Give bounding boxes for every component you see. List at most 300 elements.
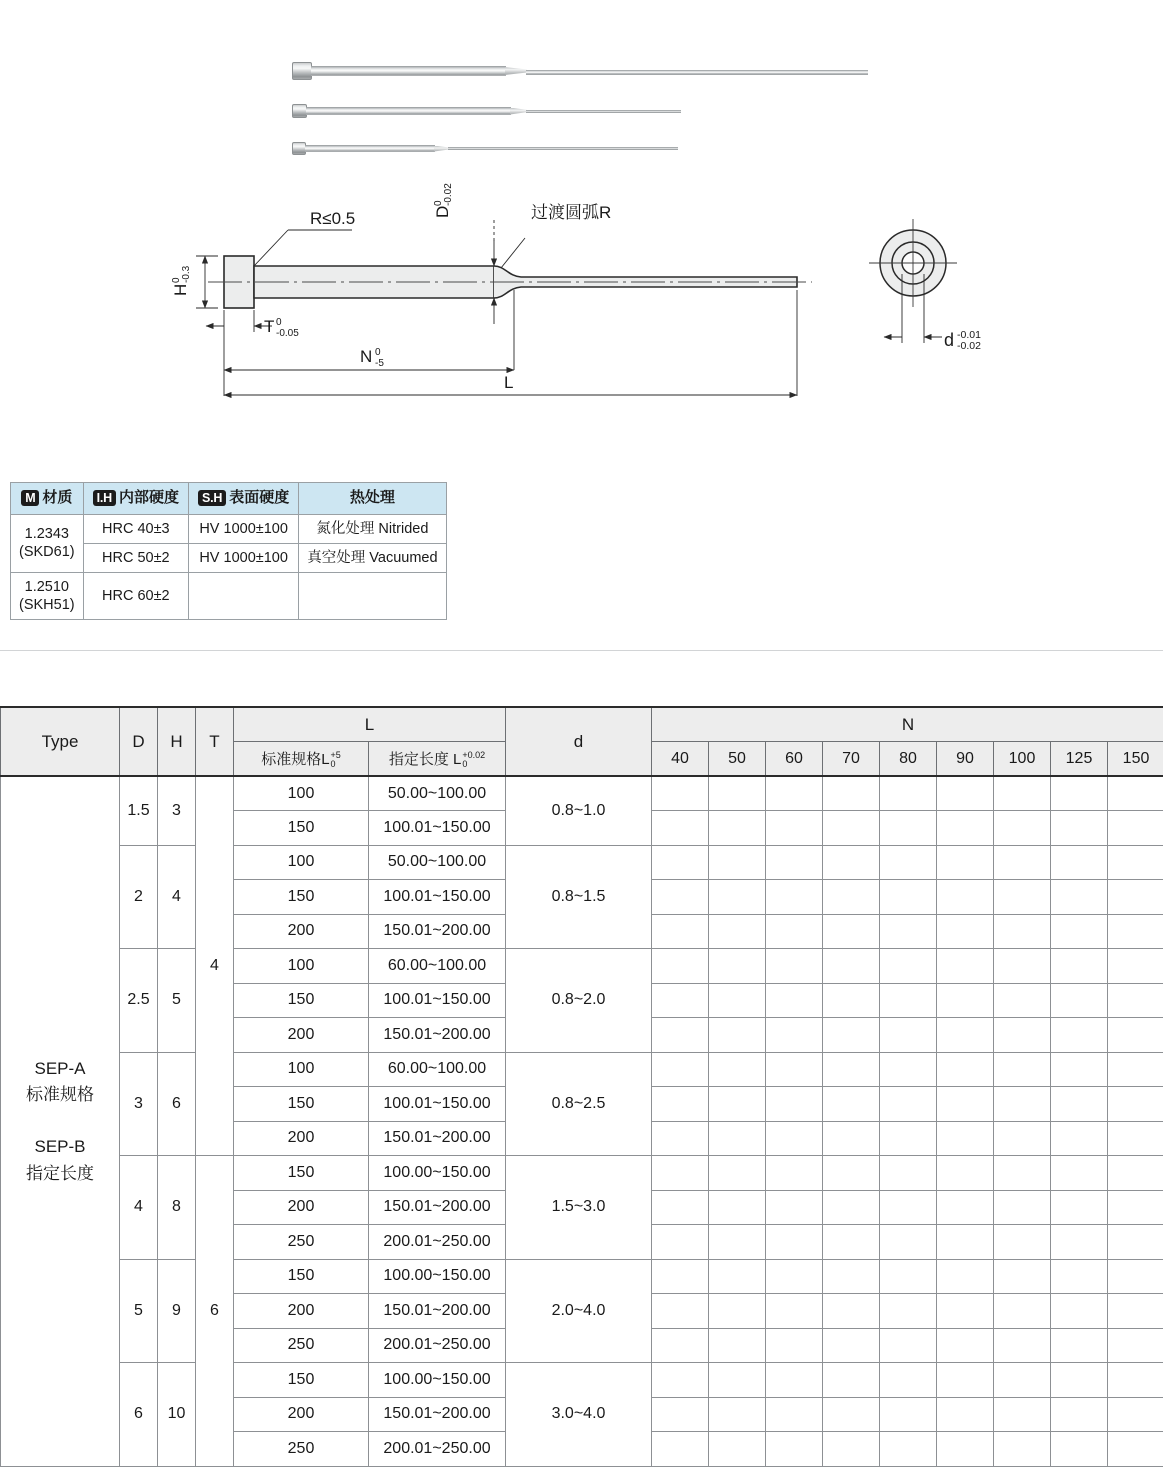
spec-cell-n-90 — [937, 983, 994, 1018]
spec-cell-h: 3 — [158, 776, 196, 845]
spec-cell-n-90 — [937, 949, 994, 984]
spec-cell-h: 8 — [158, 1156, 196, 1260]
spec-cell-l-specified: 100.00~150.00 — [369, 1259, 506, 1294]
spec-cell-n-80 — [880, 1432, 937, 1467]
spec-cell-n-80 — [880, 983, 937, 1018]
pin-taper — [505, 67, 527, 75]
spec-header-type: Type — [1, 707, 120, 776]
spec-cell-n-100 — [994, 1225, 1051, 1260]
spec-cell-n-125 — [1051, 1087, 1108, 1122]
spec-cell-n-70 — [823, 776, 880, 811]
spec-cell-n-125 — [1051, 1190, 1108, 1225]
spec-cell-n-150 — [1108, 1432, 1163, 1467]
spec-cell-n-70 — [823, 1432, 880, 1467]
spec-cell-l-standard: 150 — [234, 811, 369, 846]
spec-cell-n-60 — [766, 811, 823, 846]
spec-header-n-90: 90 — [937, 742, 994, 777]
spec-cell-n-70 — [823, 983, 880, 1018]
spec-cell-n-40 — [652, 811, 709, 846]
spec-cell-l-standard: 150 — [234, 1259, 369, 1294]
material-table — [10, 482, 447, 620]
pin-shaft-thick — [311, 66, 506, 76]
spec-cell-n-80 — [880, 1087, 937, 1122]
spec-cell-n-50 — [709, 1259, 766, 1294]
spec-cell-l-standard: 150 — [234, 1087, 369, 1122]
pin-shaft-thick — [306, 107, 511, 115]
type-sepb-label: SEP-B — [34, 1137, 86, 1157]
spec-cell-n-80 — [880, 1259, 937, 1294]
spec-cell-n-150 — [1108, 1397, 1163, 1432]
spec-cell-l-standard: 150 — [234, 1156, 369, 1191]
spec-cell-n-40 — [652, 845, 709, 880]
spec-cell-n-50 — [709, 1432, 766, 1467]
m-badge-icon: M — [21, 490, 39, 506]
spec-cell-n-150 — [1108, 1121, 1163, 1156]
spec-cell-n-50 — [709, 776, 766, 811]
spec-cell-n-40 — [652, 776, 709, 811]
spec-cell-n-80 — [880, 1363, 937, 1398]
spec-cell-l-specified: 150.01~200.00 — [369, 1397, 506, 1432]
spec-cell-n-100 — [994, 983, 1051, 1018]
spec-cell-l-standard: 200 — [234, 1294, 369, 1329]
spec-cell-n-125 — [1051, 845, 1108, 880]
spec-cell-l-specified: 200.01~250.00 — [369, 1432, 506, 1467]
type-sepa-label: SEP-A — [34, 1058, 86, 1078]
spec-cell-n-70 — [823, 880, 880, 915]
spec-cell-d: 2.5 — [120, 949, 158, 1053]
spec-cell-n-80 — [880, 1328, 937, 1363]
spec-cell-n-70 — [823, 811, 880, 846]
spec-cell-n-70 — [823, 1363, 880, 1398]
spec-cell-n-80 — [880, 776, 937, 811]
spec-cell-n-60 — [766, 983, 823, 1018]
spec-table-body — [1, 776, 1163, 1466]
spec-cell-n-60 — [766, 1156, 823, 1191]
spec-cell-n-40 — [652, 1018, 709, 1053]
heat-treatment-cell: 氮化处理 Nitrided — [299, 514, 446, 543]
spec-cell-n-125 — [1051, 1432, 1108, 1467]
spec-cell-l-specified: 150.01~200.00 — [369, 1294, 506, 1329]
spec-cell-n-70 — [823, 1121, 880, 1156]
surface-hardness-cell — [189, 573, 299, 620]
spec-cell-t: 4 — [196, 776, 234, 1156]
spec-cell-n-40 — [652, 1363, 709, 1398]
spec-cell-n-100 — [994, 845, 1051, 880]
type-sepa-sublabel: 标准规格 — [26, 1084, 94, 1104]
spec-cell-n-90 — [937, 1121, 994, 1156]
spec-cell-l-standard: 200 — [234, 914, 369, 949]
product-photo-large — [292, 58, 868, 84]
pin-shaft-thin — [448, 147, 678, 150]
spec-cell-l-specified: 150.01~200.00 — [369, 914, 506, 949]
spec-table-row — [1, 1363, 1163, 1398]
svg-text:H: H — [171, 283, 190, 296]
spec-cell-n-60 — [766, 1328, 823, 1363]
spec-cell-l-standard: 100 — [234, 845, 369, 880]
spec-header-n: N — [652, 707, 1163, 742]
spec-cell-n-40 — [652, 1328, 709, 1363]
spec-cell-n-80 — [880, 1018, 937, 1053]
spec-cell-d-minor: 3.0~4.0 — [506, 1363, 652, 1467]
spec-header-n-125: 125 — [1051, 742, 1108, 777]
spec-cell-l-specified: 100.01~150.00 — [369, 880, 506, 915]
spec-cell-n-70 — [823, 1259, 880, 1294]
spec-cell-n-60 — [766, 1432, 823, 1467]
pin-shaft-thick — [305, 145, 435, 152]
spec-cell-n-150 — [1108, 845, 1163, 880]
spec-cell-n-150 — [1108, 1087, 1163, 1122]
spec-cell-n-90 — [937, 1328, 994, 1363]
spec-cell-n-100 — [994, 1052, 1051, 1087]
spec-cell-l-standard: 200 — [234, 1190, 369, 1225]
spec-cell-n-90 — [937, 1156, 994, 1191]
product-photo-medium — [292, 101, 681, 121]
spec-cell-n-70 — [823, 1225, 880, 1260]
spec-cell-l-specified: 150.01~200.00 — [369, 1190, 506, 1225]
spec-cell-n-150 — [1108, 949, 1163, 984]
spec-cell-n-70 — [823, 845, 880, 880]
pin-taper — [434, 146, 449, 152]
spec-cell-l-standard: 250 — [234, 1432, 369, 1467]
spec-cell-n-100 — [994, 1018, 1051, 1053]
spec-cell-n-50 — [709, 1294, 766, 1329]
spec-cell-l-specified: 100.01~150.00 — [369, 1087, 506, 1122]
spec-cell-n-40 — [652, 1121, 709, 1156]
spec-cell-n-50 — [709, 1363, 766, 1398]
spec-header-h: H — [158, 707, 196, 776]
spec-header-n-50: 50 — [709, 742, 766, 777]
spec-table-row — [1, 949, 1163, 984]
spec-cell-l-specified: 60.00~100.00 — [369, 1052, 506, 1087]
spec-cell-n-60 — [766, 845, 823, 880]
spec-header-l: L — [234, 707, 506, 742]
spec-cell-n-80 — [880, 880, 937, 915]
spec-cell-n-40 — [652, 880, 709, 915]
spec-cell-n-100 — [994, 1259, 1051, 1294]
pin-shaft-thin — [526, 70, 868, 75]
spec-table-row — [1, 1156, 1163, 1191]
spec-cell-n-90 — [937, 1018, 994, 1053]
spec-cell-n-50 — [709, 914, 766, 949]
spec-cell-n-80 — [880, 1121, 937, 1156]
spec-cell-n-125 — [1051, 776, 1108, 811]
spec-cell-n-50 — [709, 1397, 766, 1432]
spec-cell-l-standard: 150 — [234, 880, 369, 915]
spec-cell-n-100 — [994, 1397, 1051, 1432]
spec-cell-n-60 — [766, 1052, 823, 1087]
pin-taper — [510, 108, 527, 115]
spec-cell-n-40 — [652, 1294, 709, 1329]
spec-cell-l-standard: 100 — [234, 949, 369, 984]
spec-cell-n-90 — [937, 1052, 994, 1087]
spec-cell-n-150 — [1108, 1259, 1163, 1294]
spec-cell-n-70 — [823, 1328, 880, 1363]
spec-cell-n-60 — [766, 1225, 823, 1260]
spec-cell-n-150 — [1108, 1328, 1163, 1363]
label-t: T — [264, 317, 275, 336]
material-table-container — [10, 482, 447, 620]
spec-cell-n-60 — [766, 776, 823, 811]
svg-text:0: 0 — [433, 200, 444, 206]
spec-cell-l-specified: 200.01~250.00 — [369, 1225, 506, 1260]
spec-cell-n-50 — [709, 1225, 766, 1260]
spec-cell-n-150 — [1108, 1190, 1163, 1225]
svg-text:0: 0 — [276, 317, 282, 328]
spec-cell-d-minor: 2.0~4.0 — [506, 1259, 652, 1363]
svg-text:-0.02: -0.02 — [443, 183, 454, 206]
spec-header-n-60: 60 — [766, 742, 823, 777]
spec-cell-n-80 — [880, 1156, 937, 1191]
spec-cell-n-40 — [652, 914, 709, 949]
spec-cell-n-100 — [994, 811, 1051, 846]
spec-header-n-100: 100 — [994, 742, 1051, 777]
spec-cell-n-60 — [766, 1363, 823, 1398]
spec-cell-n-50 — [709, 845, 766, 880]
spec-cell-n-50 — [709, 1052, 766, 1087]
spec-cell-d-minor: 0.8~2.5 — [506, 1052, 652, 1156]
spec-cell-n-40 — [652, 1397, 709, 1432]
spec-cell-n-70 — [823, 1190, 880, 1225]
spec-cell-n-150 — [1108, 1363, 1163, 1398]
spec-cell-l-standard: 200 — [234, 1121, 369, 1156]
spec-cell-n-100 — [994, 1294, 1051, 1329]
ih-badge-icon: I.H — [93, 490, 116, 506]
spec-cell-n-40 — [652, 1259, 709, 1294]
spec-cell-n-90 — [937, 1087, 994, 1122]
spec-cell-n-80 — [880, 914, 937, 949]
spec-cell-n-50 — [709, 949, 766, 984]
spec-cell-n-70 — [823, 1294, 880, 1329]
spec-cell-n-125 — [1051, 1121, 1108, 1156]
svg-text:-0.05: -0.05 — [276, 328, 299, 339]
spec-cell-n-80 — [880, 949, 937, 984]
spec-cell-n-80 — [880, 1190, 937, 1225]
spec-cell-n-50 — [709, 983, 766, 1018]
spec-cell-n-50 — [709, 1156, 766, 1191]
spec-cell-n-125 — [1051, 1156, 1108, 1191]
spec-cell-n-150 — [1108, 1294, 1163, 1329]
spec-cell-d-minor: 0.8~1.0 — [506, 776, 652, 845]
spec-cell-n-90 — [937, 1294, 994, 1329]
material-name-cell: 1.2510 (SKH51) — [11, 573, 84, 620]
spec-header-n-40: 40 — [652, 742, 709, 777]
spec-cell-l-specified: 50.00~100.00 — [369, 845, 506, 880]
spec-cell-n-100 — [994, 914, 1051, 949]
spec-cell-n-40 — [652, 1190, 709, 1225]
spec-table — [0, 706, 1163, 1467]
spec-cell-l-specified: 100.00~150.00 — [369, 1156, 506, 1191]
spec-cell-n-125 — [1051, 914, 1108, 949]
spec-cell-n-100 — [994, 1363, 1051, 1398]
svg-text:-0.3: -0.3 — [181, 265, 192, 283]
spec-cell-h: 5 — [158, 949, 196, 1053]
spec-cell-n-150 — [1108, 1156, 1163, 1191]
spec-cell-n-100 — [994, 1190, 1051, 1225]
spec-cell-n-90 — [937, 845, 994, 880]
spec-cell-n-125 — [1051, 1294, 1108, 1329]
svg-text:0: 0 — [171, 277, 182, 283]
spec-cell-n-90 — [937, 811, 994, 846]
svg-text:0: 0 — [375, 347, 381, 358]
spec-cell-n-60 — [766, 1121, 823, 1156]
spec-cell-n-50 — [709, 1328, 766, 1363]
surface-hardness-cell: HV 1000±100 — [189, 543, 299, 572]
spec-table-row — [1, 776, 1163, 811]
spec-cell-d: 4 — [120, 1156, 158, 1260]
spec-cell-n-150 — [1108, 914, 1163, 949]
spec-header-n-150: 150 — [1108, 742, 1163, 777]
spec-cell-n-100 — [994, 776, 1051, 811]
svg-text:-0.02: -0.02 — [957, 340, 981, 352]
spec-cell-n-80 — [880, 1397, 937, 1432]
spec-cell-n-150 — [1108, 1225, 1163, 1260]
spec-cell-l-specified: 100.01~150.00 — [369, 811, 506, 846]
spec-cell-l-standard: 200 — [234, 1018, 369, 1053]
spec-cell-n-40 — [652, 1156, 709, 1191]
spec-cell-n-50 — [709, 1190, 766, 1225]
spec-cell-n-90 — [937, 880, 994, 915]
spec-cell-n-50 — [709, 1018, 766, 1053]
heat-treatment-cell: 真空处理 Vacuumed — [299, 543, 446, 572]
spec-type-cell — [1, 776, 120, 1466]
material-table-row — [11, 573, 447, 620]
spec-cell-n-60 — [766, 880, 823, 915]
spec-cell-n-125 — [1051, 1225, 1108, 1260]
spec-cell-n-70 — [823, 949, 880, 984]
spec-cell-h: 9 — [158, 1259, 196, 1363]
spec-cell-n-90 — [937, 1225, 994, 1260]
spec-cell-n-100 — [994, 1432, 1051, 1467]
spec-cell-n-150 — [1108, 880, 1163, 915]
spec-table-row — [1, 1052, 1163, 1087]
spec-cell-n-60 — [766, 1397, 823, 1432]
spec-cell-n-80 — [880, 1225, 937, 1260]
material-header-surface-hardness: S.H 表面硬度 — [189, 483, 299, 515]
spec-cell-n-40 — [652, 983, 709, 1018]
svg-text:-0.01: -0.01 — [957, 329, 981, 341]
spec-cell-n-125 — [1051, 880, 1108, 915]
spec-cell-n-50 — [709, 811, 766, 846]
spec-header-d: D — [120, 707, 158, 776]
material-header-inner-hardness: I.H 内部硬度 — [83, 483, 188, 515]
product-photo-group — [0, 0, 1163, 180]
spec-header-d-minor: d — [506, 707, 652, 776]
label-l: L — [504, 373, 514, 392]
spec-header-l-specified: 指定长度 L +0.02 0 — [369, 742, 506, 777]
spec-cell-n-60 — [766, 949, 823, 984]
svg-text:-5: -5 — [375, 358, 384, 369]
spec-cell-n-60 — [766, 1018, 823, 1053]
spec-cell-d-minor: 0.8~2.0 — [506, 949, 652, 1053]
label-r-max: R≤0.5 — [310, 209, 356, 228]
surface-hardness-cell: HV 1000±100 — [189, 514, 299, 543]
material-header-heat-treatment: 热处理 — [299, 483, 446, 515]
type-sepb-sublabel: 指定长度 — [26, 1163, 94, 1183]
spec-cell-n-125 — [1051, 1363, 1108, 1398]
svg-text:D: D — [433, 205, 452, 218]
spec-cell-d: 3 — [120, 1052, 158, 1156]
spec-header-t: T — [196, 707, 234, 776]
spec-cell-n-70 — [823, 1087, 880, 1122]
spec-cell-d-minor: 0.8~1.5 — [506, 845, 652, 949]
inner-hardness-cell: HRC 40±3 — [83, 514, 188, 543]
spec-cell-n-50 — [709, 1087, 766, 1122]
spec-cell-l-standard: 100 — [234, 776, 369, 811]
spec-cell-n-125 — [1051, 1018, 1108, 1053]
spec-cell-n-80 — [880, 1294, 937, 1329]
spec-cell-l-specified: 60.00~100.00 — [369, 949, 506, 984]
spec-table-container — [0, 706, 1163, 1467]
spec-cell-d-minor: 1.5~3.0 — [506, 1156, 652, 1260]
spec-cell-l-specified: 50.00~100.00 — [369, 776, 506, 811]
spec-cell-n-80 — [880, 845, 937, 880]
spec-cell-n-90 — [937, 1259, 994, 1294]
heat-treatment-cell — [299, 573, 446, 620]
spec-cell-d: 6 — [120, 1363, 158, 1467]
spec-cell-d: 5 — [120, 1259, 158, 1363]
spec-cell-n-50 — [709, 880, 766, 915]
spec-cell-n-150 — [1108, 1018, 1163, 1053]
spec-cell-n-40 — [652, 1432, 709, 1467]
spec-cell-n-125 — [1051, 1397, 1108, 1432]
material-header-material: M 材质 — [11, 483, 84, 515]
spec-cell-n-60 — [766, 914, 823, 949]
label-n: N — [360, 347, 373, 366]
spec-cell-h: 4 — [158, 845, 196, 949]
spec-cell-n-40 — [652, 1087, 709, 1122]
spec-cell-n-80 — [880, 1052, 937, 1087]
spec-cell-n-70 — [823, 1052, 880, 1087]
spec-cell-n-150 — [1108, 983, 1163, 1018]
spec-cell-n-90 — [937, 1432, 994, 1467]
spec-cell-n-70 — [823, 1397, 880, 1432]
spec-cell-n-60 — [766, 1259, 823, 1294]
spec-cell-n-100 — [994, 949, 1051, 984]
spec-cell-l-specified: 150.01~200.00 — [369, 1018, 506, 1053]
spec-cell-n-70 — [823, 1156, 880, 1191]
spec-cell-n-90 — [937, 1190, 994, 1225]
spec-cell-n-40 — [652, 1225, 709, 1260]
inner-hardness-cell: HRC 50±2 — [83, 543, 188, 572]
spec-cell-n-40 — [652, 1052, 709, 1087]
spec-cell-n-100 — [994, 1121, 1051, 1156]
spec-cell-n-150 — [1108, 1052, 1163, 1087]
spec-cell-n-50 — [709, 1121, 766, 1156]
spec-header-n-80: 80 — [880, 742, 937, 777]
spec-cell-l-specified: 150.01~200.00 — [369, 1121, 506, 1156]
spec-cell-n-125 — [1051, 949, 1108, 984]
spec-cell-t: 6 — [196, 1156, 234, 1467]
spec-cell-n-125 — [1051, 1052, 1108, 1087]
spec-cell-n-125 — [1051, 983, 1108, 1018]
spec-cell-l-standard: 250 — [234, 1328, 369, 1363]
label-d-minor: d — [944, 330, 955, 350]
material-table-header-row — [11, 483, 447, 515]
spec-cell-n-100 — [994, 1328, 1051, 1363]
spec-cell-l-standard: 150 — [234, 1363, 369, 1398]
spec-header-n-70: 70 — [823, 742, 880, 777]
material-table-row — [11, 514, 447, 543]
spec-cell-d: 2 — [120, 845, 158, 949]
spec-cell-d: 1.5 — [120, 776, 158, 845]
spec-cell-n-100 — [994, 1156, 1051, 1191]
spec-header-row-1 — [1, 707, 1163, 742]
pin-head — [292, 62, 312, 80]
spec-cell-n-125 — [1051, 1328, 1108, 1363]
spec-cell-l-standard: 150 — [234, 983, 369, 1018]
spec-cell-l-standard: 100 — [234, 1052, 369, 1087]
pin-head — [292, 142, 306, 155]
